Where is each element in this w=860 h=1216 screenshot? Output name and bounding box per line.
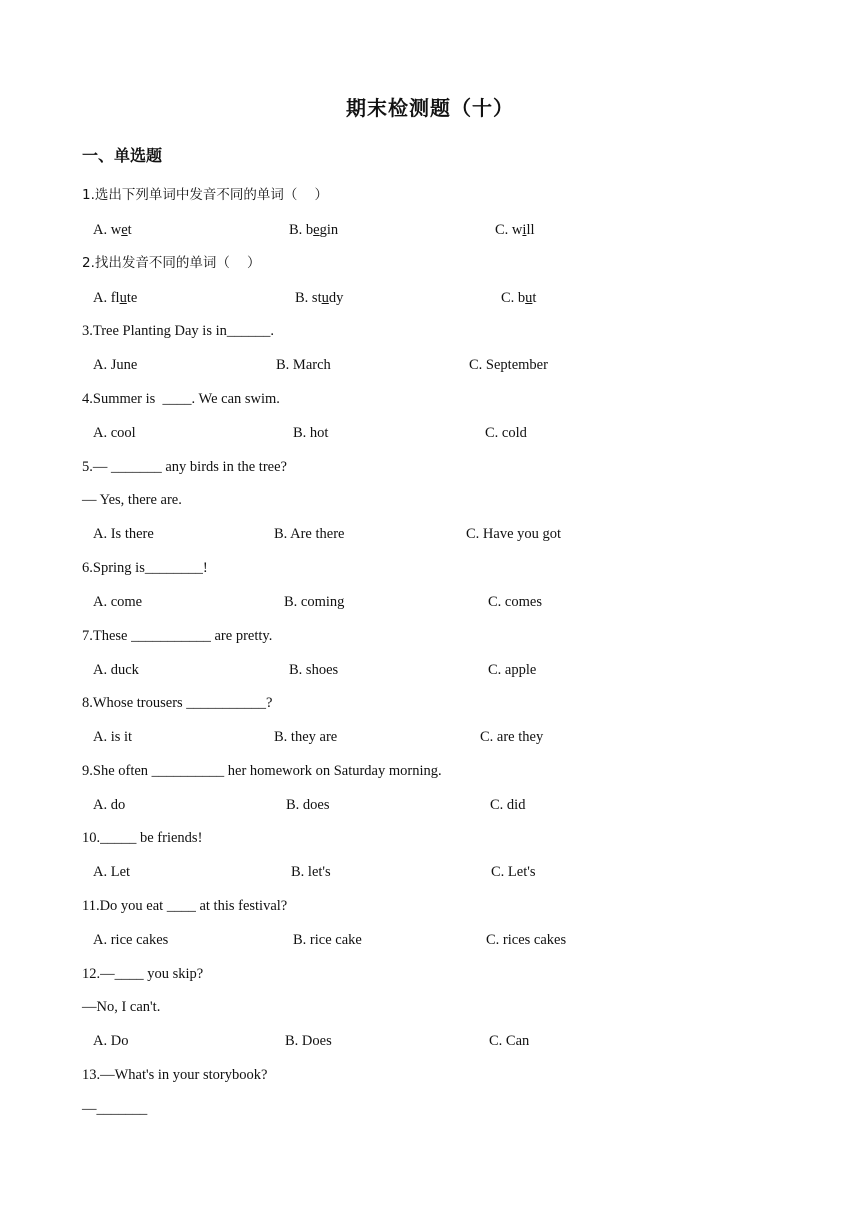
- option-c[interactable]: C. are they: [480, 729, 544, 745]
- question-stem: 5.— _______ any birds in the tree?: [82, 459, 287, 475]
- option-c[interactable]: C. cold: [485, 425, 527, 441]
- option-c[interactable]: C. comes: [488, 594, 542, 610]
- section-heading: 一、单选题: [82, 146, 163, 165]
- option-c[interactable]: C. but: [501, 290, 537, 306]
- question-stem: 8.Whose trousers ___________?: [82, 695, 273, 711]
- option-b[interactable]: B. hot: [293, 425, 329, 441]
- option-c[interactable]: C. Let's: [491, 864, 536, 880]
- option-c[interactable]: C. September: [469, 357, 548, 373]
- question-stem: 3.Tree Planting Day is in______.: [82, 323, 274, 339]
- option-b[interactable]: B. rice cake: [293, 932, 362, 948]
- option-a[interactable]: A. cool: [93, 425, 136, 441]
- question-stem: 10._____ be friends!: [82, 830, 203, 846]
- option-a[interactable]: A. June: [93, 357, 138, 373]
- option-b[interactable]: B. let's: [291, 864, 331, 880]
- question-dialogue-line: — Yes, there are.: [82, 492, 182, 508]
- question-stem: 4.Summer is ____. We can swim.: [82, 391, 280, 407]
- option-b[interactable]: B. they are: [274, 729, 338, 745]
- option-c[interactable]: C. Can: [489, 1033, 530, 1049]
- option-b[interactable]: B. begin: [289, 222, 339, 238]
- option-b[interactable]: B. Are there: [274, 526, 345, 542]
- option-a[interactable]: A. come: [93, 594, 143, 610]
- page-title: 期末检测题（十）: [346, 96, 514, 120]
- question-stem: 11.Do you eat ____ at this festival?: [82, 898, 288, 914]
- option-b[interactable]: B. March: [276, 357, 331, 373]
- option-a[interactable]: A. flute: [93, 290, 138, 306]
- option-a[interactable]: A. wet: [93, 222, 132, 238]
- option-a[interactable]: A. duck: [93, 662, 139, 678]
- question-dialogue-line: —_______: [82, 1101, 148, 1117]
- option-c[interactable]: C. rices cakes: [486, 932, 567, 948]
- option-a[interactable]: A. do: [93, 797, 126, 813]
- question-stem: 1.选出下列单词中发音不同的单词（ ）: [82, 187, 329, 203]
- option-c[interactable]: C. apple: [488, 662, 537, 678]
- option-b[interactable]: B. shoes: [289, 662, 339, 678]
- option-a[interactable]: A. rice cakes: [93, 932, 169, 948]
- option-c[interactable]: C. Have you got: [466, 526, 562, 542]
- question-stem: 2.找出发音不同的单词（ ）: [82, 255, 261, 271]
- option-a[interactable]: A. Is there: [93, 526, 154, 542]
- option-c[interactable]: C. will: [495, 222, 535, 238]
- question-dialogue-line: —No, I can't.: [82, 999, 161, 1015]
- option-b[interactable]: B. Does: [285, 1033, 332, 1049]
- question-stem: 13.—What's in your storybook?: [82, 1067, 268, 1083]
- option-b[interactable]: B. does: [286, 797, 330, 813]
- option-b[interactable]: B. coming: [284, 594, 345, 610]
- option-b[interactable]: B. study: [295, 290, 344, 306]
- question-stem: 7.These ___________ are pretty.: [82, 628, 273, 644]
- option-a[interactable]: A. Let: [93, 864, 131, 880]
- option-a[interactable]: A. Do: [93, 1033, 129, 1049]
- question-stem: 9.She often __________ her homework on Saturday morning.: [82, 763, 442, 779]
- question-stem: 6.Spring is________!: [82, 560, 208, 576]
- question-stem: 12.—____ you skip?: [82, 966, 204, 982]
- option-a[interactable]: A. is it: [93, 729, 133, 745]
- option-c[interactable]: C. did: [490, 797, 526, 813]
